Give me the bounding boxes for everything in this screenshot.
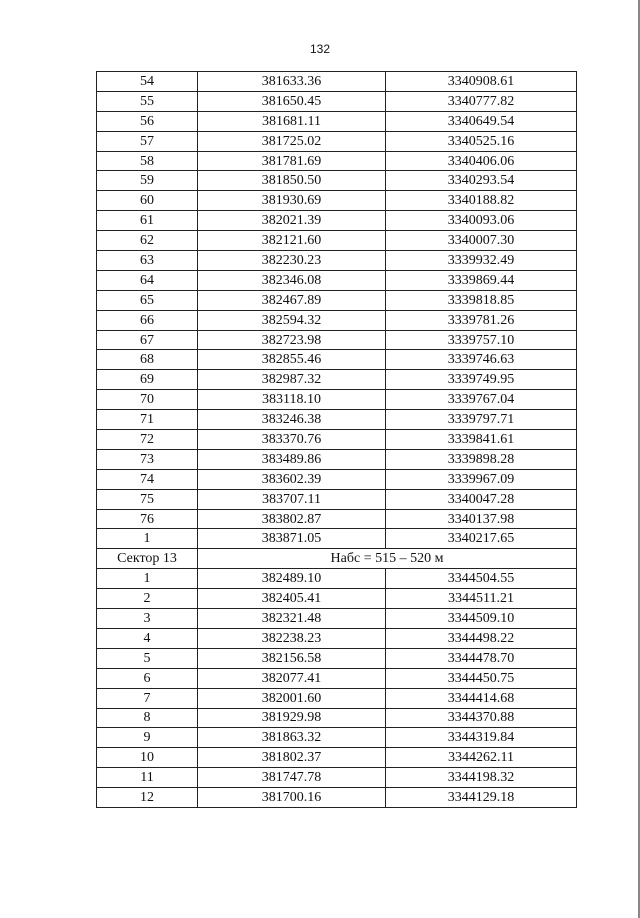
y-coordinate-cell: 3344370.88 <box>386 708 577 728</box>
table-row <box>97 91 577 111</box>
table-row <box>97 469 577 489</box>
y-coordinate-cell: 3339797.71 <box>386 410 577 430</box>
sector-header-row <box>97 549 577 569</box>
x-coordinate-cell: 381781.69 <box>198 151 386 171</box>
y-coordinate-cell: 3340908.61 <box>386 72 577 92</box>
point-number-cell: 61 <box>97 211 198 231</box>
point-number-cell: 10 <box>97 748 198 768</box>
x-coordinate-cell: 381863.32 <box>198 728 386 748</box>
point-number-cell: 63 <box>97 251 198 271</box>
y-coordinate-cell: 3339781.26 <box>386 310 577 330</box>
table-row <box>97 529 577 549</box>
table-body-top <box>97 72 577 549</box>
x-coordinate-cell: 382156.58 <box>198 648 386 668</box>
sector-elevation: Набс = 515 – 520 м <box>198 549 577 569</box>
x-coordinate-cell: 383802.87 <box>198 509 386 529</box>
x-coordinate-cell: 383489.86 <box>198 449 386 469</box>
table-row <box>97 628 577 648</box>
point-number-cell: 1 <box>97 569 198 589</box>
coordinates-table <box>96 71 577 808</box>
x-coordinate-cell: 383118.10 <box>198 390 386 410</box>
x-coordinate-cell: 382489.10 <box>198 569 386 589</box>
table-row <box>97 251 577 271</box>
x-coordinate-cell: 382001.60 <box>198 688 386 708</box>
x-coordinate-cell: 381850.50 <box>198 171 386 191</box>
sector-header-group <box>97 549 577 569</box>
x-coordinate-cell: 382077.41 <box>198 668 386 688</box>
x-coordinate-cell: 382987.32 <box>198 370 386 390</box>
table-row <box>97 768 577 788</box>
point-number-cell: 73 <box>97 449 198 469</box>
x-coordinate-cell: 382855.46 <box>198 350 386 370</box>
x-coordinate-cell: 381725.02 <box>198 131 386 151</box>
y-coordinate-cell: 3339967.09 <box>386 469 577 489</box>
y-coordinate-cell: 3344498.22 <box>386 628 577 648</box>
point-number-cell: 11 <box>97 768 198 788</box>
x-coordinate-cell: 381747.78 <box>198 768 386 788</box>
table-row <box>97 728 577 748</box>
point-number-cell: 70 <box>97 390 198 410</box>
point-number-cell: 68 <box>97 350 198 370</box>
y-coordinate-cell: 3344478.70 <box>386 648 577 668</box>
y-coordinate-cell: 3339746.63 <box>386 350 577 370</box>
y-coordinate-cell: 3344198.32 <box>386 768 577 788</box>
y-coordinate-cell: 3340406.06 <box>386 151 577 171</box>
y-coordinate-cell: 3340293.54 <box>386 171 577 191</box>
point-number-cell: 3 <box>97 609 198 629</box>
sector-label: Сектор 13 <box>97 549 198 569</box>
y-coordinate-cell: 3340007.30 <box>386 231 577 251</box>
point-number-cell: 55 <box>97 91 198 111</box>
point-number-cell: 75 <box>97 489 198 509</box>
y-coordinate-cell: 3340777.82 <box>386 91 577 111</box>
x-coordinate-cell: 382021.39 <box>198 211 386 231</box>
x-coordinate-cell: 381633.36 <box>198 72 386 92</box>
y-coordinate-cell: 3340525.16 <box>386 131 577 151</box>
point-number-cell: 5 <box>97 648 198 668</box>
table-row <box>97 231 577 251</box>
table-row <box>97 390 577 410</box>
y-coordinate-cell: 3339841.61 <box>386 430 577 450</box>
table-row <box>97 370 577 390</box>
x-coordinate-cell: 382321.48 <box>198 609 386 629</box>
point-number-cell: 66 <box>97 310 198 330</box>
x-coordinate-cell: 382723.98 <box>198 330 386 350</box>
table-row <box>97 270 577 290</box>
table-row <box>97 509 577 529</box>
table-row <box>97 668 577 688</box>
point-number-cell: 74 <box>97 469 198 489</box>
x-coordinate-cell: 382230.23 <box>198 251 386 271</box>
table-row <box>97 290 577 310</box>
y-coordinate-cell: 3344414.68 <box>386 688 577 708</box>
table-row <box>97 449 577 469</box>
table-body-bottom <box>97 569 577 808</box>
y-coordinate-cell: 3340047.28 <box>386 489 577 509</box>
y-coordinate-cell: 3344319.84 <box>386 728 577 748</box>
y-coordinate-cell: 3339898.28 <box>386 449 577 469</box>
table-row <box>97 688 577 708</box>
table-row <box>97 489 577 509</box>
x-coordinate-cell: 383707.11 <box>198 489 386 509</box>
point-number-cell: 65 <box>97 290 198 310</box>
table-row <box>97 430 577 450</box>
table-row <box>97 648 577 668</box>
y-coordinate-cell: 3339749.95 <box>386 370 577 390</box>
x-coordinate-cell: 383602.39 <box>198 469 386 489</box>
point-number-cell: 6 <box>97 668 198 688</box>
y-coordinate-cell: 3339869.44 <box>386 270 577 290</box>
table-row <box>97 569 577 589</box>
x-coordinate-cell: 382121.60 <box>198 231 386 251</box>
table-row <box>97 748 577 768</box>
table-row <box>97 350 577 370</box>
y-coordinate-cell: 3339757.10 <box>386 330 577 350</box>
y-coordinate-cell: 3344504.55 <box>386 569 577 589</box>
point-number-cell: 56 <box>97 111 198 131</box>
x-coordinate-cell: 381681.11 <box>198 111 386 131</box>
y-coordinate-cell: 3339818.85 <box>386 290 577 310</box>
point-number-cell: 54 <box>97 72 198 92</box>
y-coordinate-cell: 3340649.54 <box>386 111 577 131</box>
table-row <box>97 609 577 629</box>
point-number-cell: 62 <box>97 231 198 251</box>
point-number-cell: 69 <box>97 370 198 390</box>
table-row <box>97 151 577 171</box>
x-coordinate-cell: 383871.05 <box>198 529 386 549</box>
table-row <box>97 131 577 151</box>
table-row <box>97 191 577 211</box>
point-number-cell: 9 <box>97 728 198 748</box>
point-number-cell: 60 <box>97 191 198 211</box>
point-number-cell: 7 <box>97 688 198 708</box>
point-number-cell: 57 <box>97 131 198 151</box>
point-number-cell: 59 <box>97 171 198 191</box>
y-coordinate-cell: 3340093.06 <box>386 211 577 231</box>
x-coordinate-cell: 383370.76 <box>198 430 386 450</box>
y-coordinate-cell: 3344262.11 <box>386 748 577 768</box>
y-coordinate-cell: 3340137.98 <box>386 509 577 529</box>
table-row <box>97 788 577 808</box>
y-coordinate-cell: 3344450.75 <box>386 668 577 688</box>
table-row <box>97 211 577 231</box>
table-row <box>97 589 577 609</box>
point-number-cell: 67 <box>97 330 198 350</box>
y-coordinate-cell: 3344129.18 <box>386 788 577 808</box>
point-number-cell: 71 <box>97 410 198 430</box>
y-coordinate-cell: 3339767.04 <box>386 390 577 410</box>
point-number-cell: 1 <box>97 529 198 549</box>
table-row <box>97 72 577 92</box>
point-number-cell: 76 <box>97 509 198 529</box>
point-number-cell: 8 <box>97 708 198 728</box>
point-number-cell: 4 <box>97 628 198 648</box>
y-coordinate-cell: 3339932.49 <box>386 251 577 271</box>
x-coordinate-cell: 382594.32 <box>198 310 386 330</box>
x-coordinate-cell: 382346.08 <box>198 270 386 290</box>
y-coordinate-cell: 3340217.65 <box>386 529 577 549</box>
x-coordinate-cell: 381802.37 <box>198 748 386 768</box>
point-number-cell: 64 <box>97 270 198 290</box>
y-coordinate-cell: 3344511.21 <box>386 589 577 609</box>
x-coordinate-cell: 381700.16 <box>198 788 386 808</box>
x-coordinate-cell: 382467.89 <box>198 290 386 310</box>
table-row <box>97 111 577 131</box>
x-coordinate-cell: 381650.45 <box>198 91 386 111</box>
point-number-cell: 2 <box>97 589 198 609</box>
table-row <box>97 310 577 330</box>
point-number-cell: 58 <box>97 151 198 171</box>
x-coordinate-cell: 381930.69 <box>198 191 386 211</box>
table-row <box>97 171 577 191</box>
y-coordinate-cell: 3340188.82 <box>386 191 577 211</box>
x-coordinate-cell: 381929.98 <box>198 708 386 728</box>
table-row <box>97 708 577 728</box>
x-coordinate-cell: 382238.23 <box>198 628 386 648</box>
y-coordinate-cell: 3344509.10 <box>386 609 577 629</box>
page-number: 132 <box>309 42 331 56</box>
table-row <box>97 330 577 350</box>
x-coordinate-cell: 382405.41 <box>198 589 386 609</box>
table-row <box>97 410 577 430</box>
point-number-cell: 12 <box>97 788 198 808</box>
point-number-cell: 72 <box>97 430 198 450</box>
x-coordinate-cell: 383246.38 <box>198 410 386 430</box>
